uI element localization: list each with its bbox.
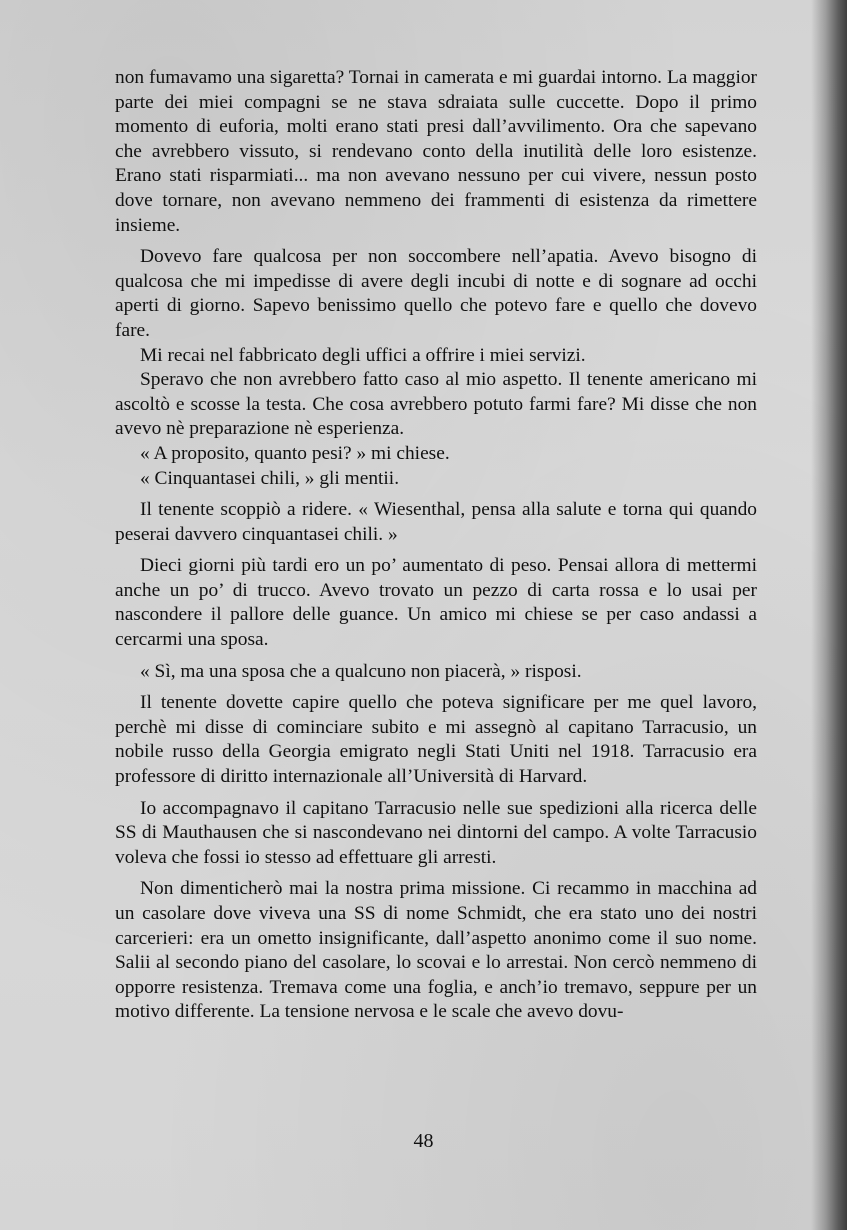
paragraph: Il tenente scoppiò a ridere. « Wiesenthal, pensa alla salute e torna qui quando peserai davvero cinquantasei chili. » xyxy=(115,499,757,545)
paragraph: Mi recai nel fabbricato degli uffici a offrire i miei servizi. xyxy=(140,344,586,366)
paragraph: « Cinquantasei chili, » gli mentii. xyxy=(140,467,400,489)
paragraph: « A proposito, quanto pesi? » mi chiese. xyxy=(140,442,450,464)
paragraph: Il tenente dovette capire quello che poteva significare per me quel lavoro, perchè mi disse di cominciare subito e mi assegnò al capitano Tarracusio, un nobile russo della Georgia emigrato negli Stati Uniti nel 1918. Tarracusio era professore di diritto internazionale all’Università di Harvard. xyxy=(115,692,757,788)
page-number: 48 xyxy=(413,1130,434,1152)
paragraph: « Sì, ma una sposa che a qualcuno non piacerà, » risposi. xyxy=(140,660,582,682)
paragraph: Non dimenticherò mai la nostra prima missione. Ci recammo in macchina ad un casolare dove viveva una SS di nome Schmidt, che era stato uno dei nostri carcerieri: era un ometto insignificante, dall’aspetto anonimo come il suo nome. Salii al secondo piano del casolare, lo scovai e lo arrestai. Non cercò nemmeno di opporre resistenza. Tremava come una foglia, e anch’io tremavo, seppure per un motivo differente. La tensione nervosa e le scale che avevo dovu- xyxy=(115,878,757,1023)
page-edge-shadow xyxy=(811,0,847,1230)
paragraph: Dieci giorni più tardi ero un po’ aumentato di peso. Pensai allora di mettermi anche un po’ di trucco. Avevo trovato un pezzo di carta rossa e lo usai per nascondere il pallore delle guance. Un amico mi chiese se per caso andassi a cercarmi una sposa. xyxy=(115,555,757,651)
paragraph: non fumavamo una sigaretta? Tornai in camerata e mi guardai intorno. La maggior parte dei miei compagni se ne stava sdraiata sulle cuccette. Dopo il primo momento di euforia, molti erano stati presi dall’avvilimento. Ora che sapevano che avrebbero vissuto, si rendevano conto della inutilità delle loro esistenze. Erano stati risparmiati... ma non avevano nessuno per cui vivere, nessun posto dove tornare, non avevano nemmeno dei frammenti di esistenza da rimettere insieme. xyxy=(115,67,757,236)
paragraph: Io accompagnavo il capitano Tarracusio nelle sue spedizioni alla ricerca delle SS di Mauthausen che si nascondevano nei dintorni del campo. A volte Tarracusio voleva che fossi io stesso ad effettuare gli arresti. xyxy=(115,797,757,868)
paragraph: Speravo che non avrebbero fatto caso al mio aspetto. Il tenente americano mi ascoltò e scosse la testa. Che cosa avrebbero potuto farmi fare? Mi disse che non avevo nè preparazione nè esperienza. xyxy=(115,369,757,440)
page-body-text xyxy=(115,66,757,1025)
paragraph: Dovevo fare qualcosa per non soccombere nell’apatia. Avevo bisogno di qualcosa che mi impedisse di avere degli incubi di notte e di sognare ad occhi aperti di giorno. Sapevo benissimo quello che potevo fare e quello che dovevo fare. xyxy=(115,246,757,341)
